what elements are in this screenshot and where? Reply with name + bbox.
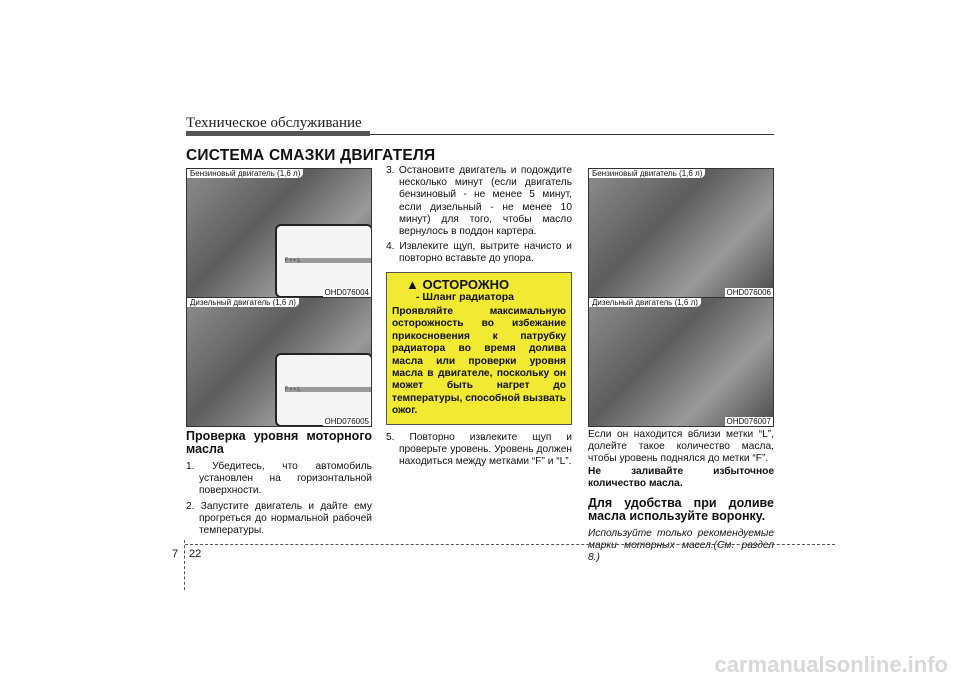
figure-petrol-funnel [588, 168, 774, 298]
warning-body: Проявляйте максимальную осторожность во избежание прикосновения к патрубку радиатора во время долива масла или проверки уровня масла в двигателе, поскольку он может быть нагрет до температуры, способной вызвать ожог. [392, 306, 566, 417]
step-1: 1. Убедитесь, что автомобиль установлен на горизонтальной поверхности. [186, 461, 372, 497]
figure-code: OHD076006 [726, 288, 771, 297]
figure-code: OHD076005 [324, 417, 369, 426]
figure-petrol-dipstick [186, 168, 372, 298]
header-rule [370, 134, 774, 135]
oil-note: Используйте только рекомендуемые марки моторных масел.(См. раздел 8.) [588, 528, 774, 564]
warning-triangle-icon: ▲ [406, 276, 419, 292]
step-4: 4. Извлеките щуп, вытрите начисто и повторно вставьте до упора. [386, 241, 572, 265]
dipstick-marks: F • • L [285, 258, 371, 263]
footer-divider [184, 540, 185, 590]
figure-code: OHD076007 [726, 417, 771, 426]
dipstick-callout [275, 224, 372, 298]
overfill-warning: Не заливайте избыточное количество масла. [588, 465, 774, 489]
warning-box [386, 272, 572, 425]
step-3: 3. Остановите двигатель и подождите несколько минут (если двигатель бензиновый - не менее 5 минут, если дизельный - не менее 10 минут) для того, чтобы масло вернулось в поддон картера. [386, 165, 572, 238]
figure-caption: Бензиновый двигатель (1,6 л) [187, 169, 303, 178]
figure-code: OHD076004 [324, 288, 369, 297]
refill-instruction: Если он находится вблизи метки “L”, долейте такое количество масла, чтобы уровень поднялся до метки “F”. [588, 429, 774, 465]
header-bar [186, 131, 370, 136]
page-number: 22 [189, 548, 202, 560]
figure-caption: Бензиновый двигатель (1,6 л) [589, 169, 705, 178]
watermark: carmanualsonline.info [714, 652, 948, 677]
warning-title: ОСТОРОЖНО [422, 276, 510, 292]
step-2: 2. Запустите двигатель и дайте ему прогреться до нормальной рабочей температуры. [186, 500, 372, 537]
dipstick-callout [275, 353, 372, 427]
figure-diesel-funnel [588, 297, 774, 427]
warning-subtitle: - Шланг радиатора [416, 290, 514, 303]
section-header: Техническое обслуживание [186, 115, 362, 131]
figure-diesel-dipstick [186, 297, 372, 427]
left-column [186, 430, 372, 540]
middle-column [386, 165, 572, 471]
funnel-heading: Для удобства при доливе масла используйте воронку. [588, 496, 774, 524]
chapter-number: 7 [172, 548, 179, 560]
step-5: 5. Повторно извлеките щуп и проверьте уровень. Уровень должен находиться между метками “F” и “L”. [386, 431, 572, 468]
section-heading: Проверка уровня моторного масла [186, 429, 372, 456]
page-title: СИСТЕМА СМАЗКИ ДВИГАТЕЛЯ [186, 147, 436, 164]
figure-caption: Дизельный двигатель (1,6 л) [589, 298, 701, 307]
footer-rule [185, 544, 835, 545]
dipstick-marks: F • • L [285, 387, 371, 392]
figure-caption: Дизельный двигатель (1,6 л) [187, 298, 299, 307]
